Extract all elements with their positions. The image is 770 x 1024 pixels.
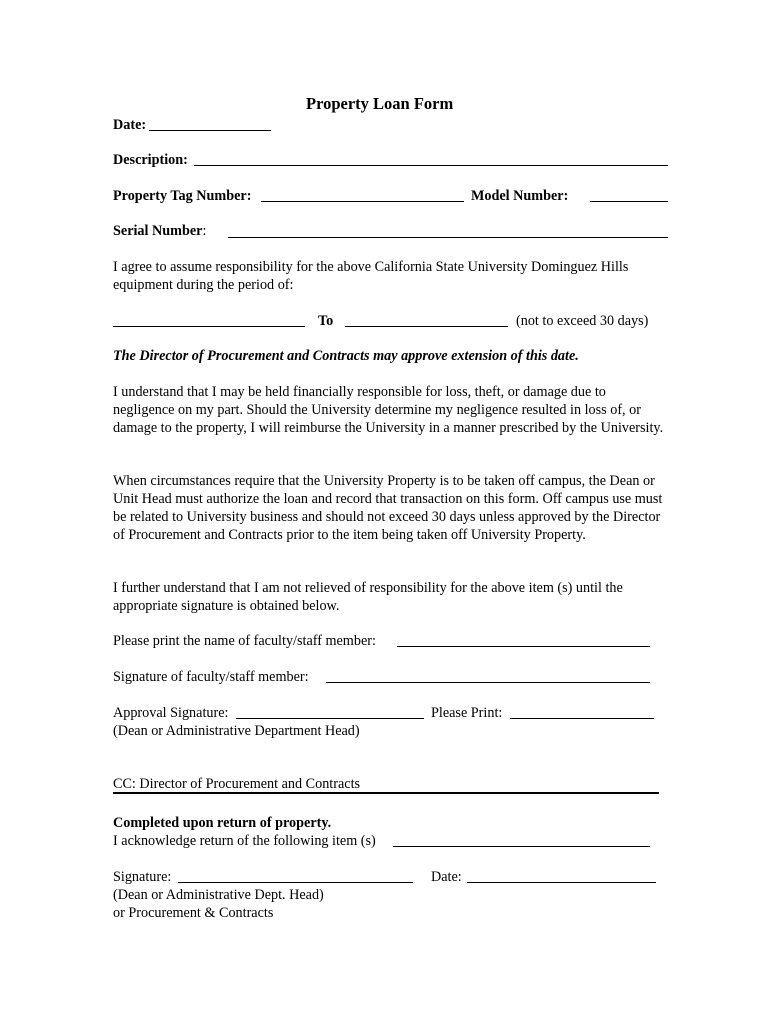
approval-signature-label: Approval Signature: bbox=[113, 705, 229, 721]
cc-text: CC: Director of Procurement and Contracts bbox=[113, 776, 361, 792]
return-date-label: Date: bbox=[431, 869, 462, 885]
signature-staff-field[interactable] bbox=[326, 682, 650, 683]
return-date-field[interactable] bbox=[467, 882, 656, 883]
procurement-contracts-note: or Procurement & Contracts bbox=[113, 905, 274, 921]
page-title: Property Loan Form bbox=[306, 94, 454, 113]
serial-number-label: Serial Number bbox=[113, 223, 203, 239]
serial-number-field[interactable] bbox=[228, 237, 668, 238]
date-field[interactable] bbox=[149, 130, 271, 131]
signature-staff-label: Signature of faculty/staff member: bbox=[113, 669, 309, 685]
liability-text: I understand that I may be held financially responsible for loss, theft, or damage due to negligence on my part. Should the University determine my negligence resulted in loss of, or damage to the property, I will reimburse the University in a manner prescribed by the University. bbox=[113, 384, 664, 436]
return-signature-label: Signature: bbox=[113, 869, 172, 885]
liability-paragraph bbox=[113, 383, 665, 437]
agree-paragraph bbox=[113, 258, 665, 294]
dean-admin-head-note: (Dean or Administrative Department Head) bbox=[113, 723, 360, 739]
dean-admin-dept-head-note: (Dean or Administrative Dept. Head) bbox=[113, 887, 324, 903]
model-number-field[interactable] bbox=[590, 201, 668, 202]
completed-heading: Completed upon return of property. bbox=[113, 815, 332, 831]
not-exceed-note: (not to exceed 30 days) bbox=[516, 313, 649, 329]
relief-paragraph bbox=[113, 579, 665, 615]
property-tag-field[interactable] bbox=[261, 201, 464, 202]
acknowledge-field[interactable] bbox=[393, 846, 650, 847]
acknowledge-label: I acknowledge return of the following item (s) bbox=[113, 833, 376, 849]
property-tag-label: Property Tag Number: bbox=[113, 188, 252, 204]
model-number-label: Model Number: bbox=[471, 188, 569, 204]
description-field[interactable] bbox=[194, 165, 668, 166]
serial-number-label-wrap bbox=[113, 222, 206, 240]
period-end-field[interactable] bbox=[345, 326, 508, 327]
print-name-label: Please print the name of faculty/staff member: bbox=[113, 633, 376, 649]
to-label: To bbox=[318, 313, 334, 329]
off-campus-text: When circumstances require that the University Property is to be taken off campus, the Dean or Unit Head must authorize the loan and record that transaction on this form. Off campus use must be related to University business and should not exceed 30 days unless approved by the Director of Procurement and Contracts prior to the item being taken off University Property. bbox=[113, 473, 663, 543]
agree-text: I agree to assume responsibility for the above California State University Dominguez Hills equipment during the period of: bbox=[113, 259, 629, 293]
please-print-label: Please Print: bbox=[431, 705, 503, 721]
period-start-field[interactable] bbox=[113, 326, 305, 327]
return-signature-field[interactable] bbox=[178, 882, 413, 883]
please-print-field[interactable] bbox=[510, 718, 654, 719]
director-note: The Director of Procurement and Contracts may approve extension of this date. bbox=[113, 348, 579, 364]
description-label: Description: bbox=[113, 152, 188, 168]
approval-signature-field[interactable] bbox=[236, 718, 424, 719]
section-divider bbox=[113, 792, 659, 794]
print-name-field[interactable] bbox=[397, 646, 650, 647]
relief-text: I further understand that I am not relieved of responsibility for the above item (s) until the appropriate signature is obtained below. bbox=[113, 580, 623, 614]
date-label: Date: bbox=[113, 117, 147, 133]
off-campus-paragraph bbox=[113, 472, 665, 544]
serial-number-colon: : bbox=[202, 223, 207, 239]
